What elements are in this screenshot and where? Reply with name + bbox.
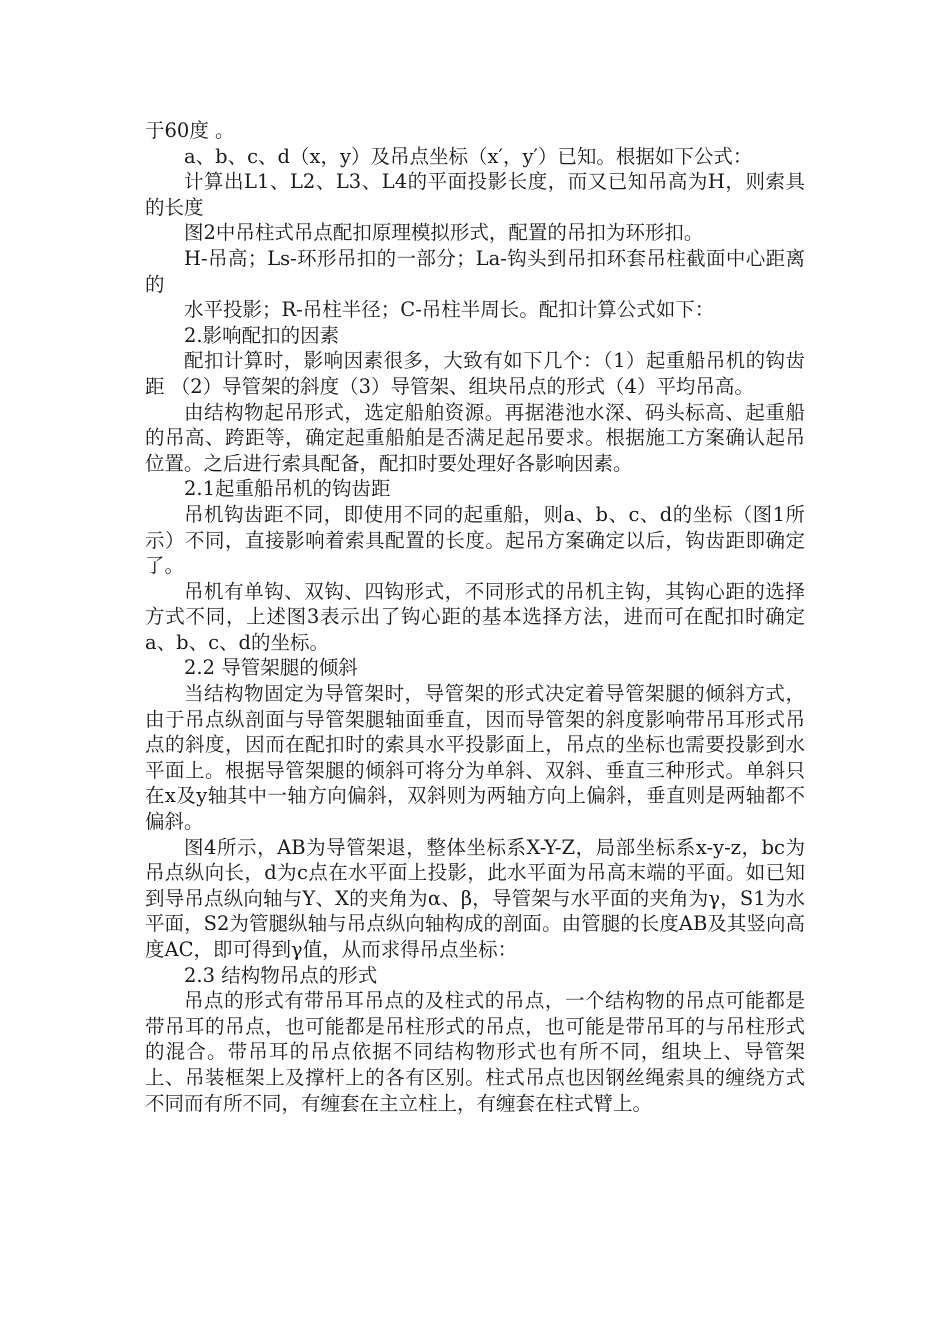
paragraph-coordinates: a、b、c、d（x，y）及吊点坐标（x′，y′）已知。根据如下公式： [184, 144, 753, 168]
paragraph-factors: 配扣计算时，影响因素很多，大致有如下几个：（1）起重船吊机的钩齿距 （2）导管架的斜度（3）导管架、组块吊点的形式（4）平均吊高。 [145, 349, 805, 398]
section-heading-2-2: 2.2 导管架腿的倾斜 [184, 656, 358, 680]
paragraph-lifting-point-forms: 吊点的形式有带吊耳吊点的及柱式的吊点，一个结构物的吊点可能都是带吊耳的吊点，也可能都是吊柱形式的吊点，也可能是带吊耳的与吊柱形式的混合。带吊耳的吊点依据不同结构物形式也有所不同，组块上、导管架上、吊装框架上及撑杆上的各有区别。柱式吊点也因钢丝绳索具的缠绕方式不同而有所不同，有缠套在主立柱上，有缠套在柱式臂上。 [145, 989, 805, 1115]
paragraph-hook-types: 吊机有单钩、双钩、四钩形式，不同形式的吊机主钩，其钩心距的选择方式不同，上述图3表示出了钩心距的基本选择方法，进而可在配扣时确定a、b、c、d的坐标。 [145, 579, 805, 654]
document-page [145, 118, 805, 1116]
paragraph-projection-length: 计算出L1、L2、L3、L4的平面投影长度，而又已知吊高为H，则索具的长度 [145, 170, 805, 219]
paragraph-vessel-selection: 由结构物起吊形式，选定船舶资源。再据港池水深、码头标高、起重船的吊高、跨距等，确定起重船舶是否满足起吊要求。根据施工方案确认起吊位置。之后进行索具配备，配扣时要处理好各影响因素。 [145, 400, 805, 475]
paragraph-figure4: 图4所示，AB为导管架退，整体坐标系X-Y-Z，局部坐标系x-y-z，bc为吊点纵向长，d为c点在水平面上投影，此水平面为吊高末端的平面。如已知到导吊点纵向轴与Y、X的夹角为α、β，导管架与水平面的夹角为γ，S1为水平面，S2为管腿纵轴与吊点纵向轴构成的剖面。由管腿的长度AB及其竖向高度AC，即可得到γ值，从而求得吊点坐标： [145, 835, 805, 961]
paragraph-jacket-leg-tilt: 当结构物固定为导管架时，导管架的形式决定着导管架腿的倾斜方式，由于吊点纵剖面与导管架腿轴面垂直，因而导管架的斜度影响带吊耳形式吊点的斜度，因而在配扣时的索具水平投影面上，吊点的坐标也需要投影到水平面上。根据导管架腿的倾斜可将分为单斜、双斜、垂直三种形式。单斜只在x及y轴其中一轴方向偏斜，双斜则为两轴方向上偏斜，垂直则是两轴都不偏斜。 [145, 682, 805, 834]
paragraph-figure2: 图2中吊柱式吊点配扣原理模拟形式，配置的吊扣为环形扣。 [184, 221, 704, 245]
section-heading-2: 2.影响配扣的因素 [184, 323, 340, 347]
paragraph-symbols: H-吊高；Ls-环形吊扣的一部分；La-钩头到吊扣环套吊柱截面中心距离的 [145, 246, 805, 296]
section-heading-2-1: 2.1起重船吊机的钩齿距 [184, 477, 391, 501]
section-heading-2-3: 2.3 结构物吊点的形式 [184, 963, 378, 987]
paragraph-hook-spacing: 吊机钩齿距不同，即使用不同的起重船，则a、b、c、d的坐标（图1所示）不同，直接影响着索具配置的长度。起吊方案确定以后，钩齿距即确定了。 [145, 502, 805, 578]
paragraph-symbols-cont: 水平投影；R-吊柱半径；C-吊柱半周长。配扣计算公式如下： [184, 298, 715, 322]
paragraph-continuation: 于60度 。 [145, 119, 235, 142]
